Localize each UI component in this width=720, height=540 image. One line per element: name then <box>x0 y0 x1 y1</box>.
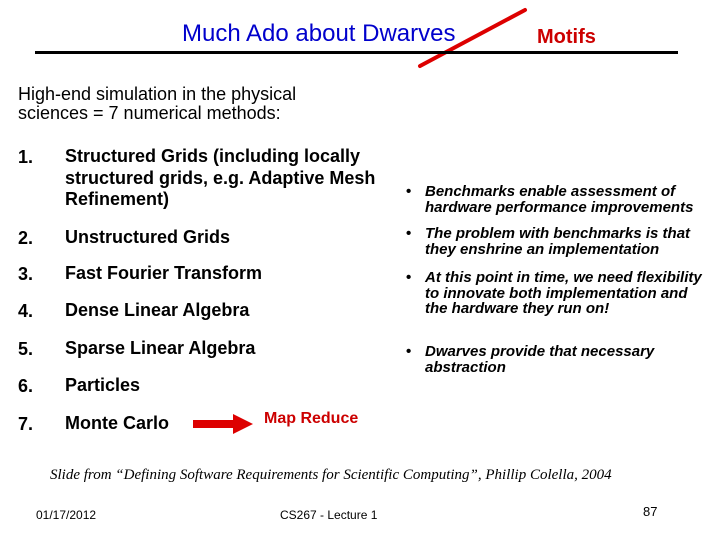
method-number: 4. <box>18 301 34 321</box>
method-label: Dense Linear Algebra <box>65 300 250 320</box>
slide-credit: Slide from “Defining Software Requirements for Scientific Computing”, Phillip Colella, 2004 <box>50 467 612 483</box>
method-label: Particles <box>65 375 141 395</box>
method-number: 6. <box>18 376 34 396</box>
method-number: 7. <box>18 414 34 434</box>
right-arrow-icon <box>193 413 255 435</box>
strike-through-icon <box>0 0 720 80</box>
bullet-item <box>406 184 716 215</box>
method-number: 5. <box>18 339 34 359</box>
bullet-item <box>406 226 716 257</box>
bullet-text: At this point in time, we need flexibility to innovate both implementation and the hardware they run on! <box>425 269 702 317</box>
method-number: 2. <box>18 228 34 248</box>
footer-lecture: CS267 - Lecture 1 <box>280 508 378 522</box>
method-label: Fast Fourier Transform <box>65 263 263 283</box>
method-label: Monte Carlo <box>65 413 170 433</box>
bullet-icon: • <box>406 269 412 286</box>
method-label: Unstructured Grids <box>65 227 231 247</box>
bullet-item <box>406 270 706 317</box>
title-divider <box>35 51 678 54</box>
bullet-icon: • <box>406 183 412 200</box>
bullet-item <box>406 344 696 375</box>
method-number: 1. <box>18 147 34 167</box>
method-number: 3. <box>18 264 34 284</box>
page-number: 87 <box>643 504 658 519</box>
method-label: Sparse Linear Algebra <box>65 338 256 358</box>
map-reduce-label: Map Reduce <box>264 410 359 427</box>
bullet-icon: • <box>406 343 412 360</box>
intro-text: High-end simulation in the physical sciences = 7 numerical methods: <box>18 84 297 123</box>
title-replacement: Motifs <box>537 26 596 48</box>
bullet-text: Benchmarks enable assessment of hardware performance improvements <box>425 183 694 216</box>
footer-date: 01/17/2012 <box>36 508 97 522</box>
bullet-text: The problem with benchmarks is that they enshrine an implementation <box>425 225 691 258</box>
bullet-text: Dwarves provide that necessary abstraction <box>425 343 655 376</box>
slide-title: Much Ado about Dwarves <box>182 20 456 47</box>
bullet-icon: • <box>406 225 412 242</box>
method-label: Structured Grids (including locally structured grids, e.g. Adaptive Mesh Refinement) <box>65 146 376 209</box>
